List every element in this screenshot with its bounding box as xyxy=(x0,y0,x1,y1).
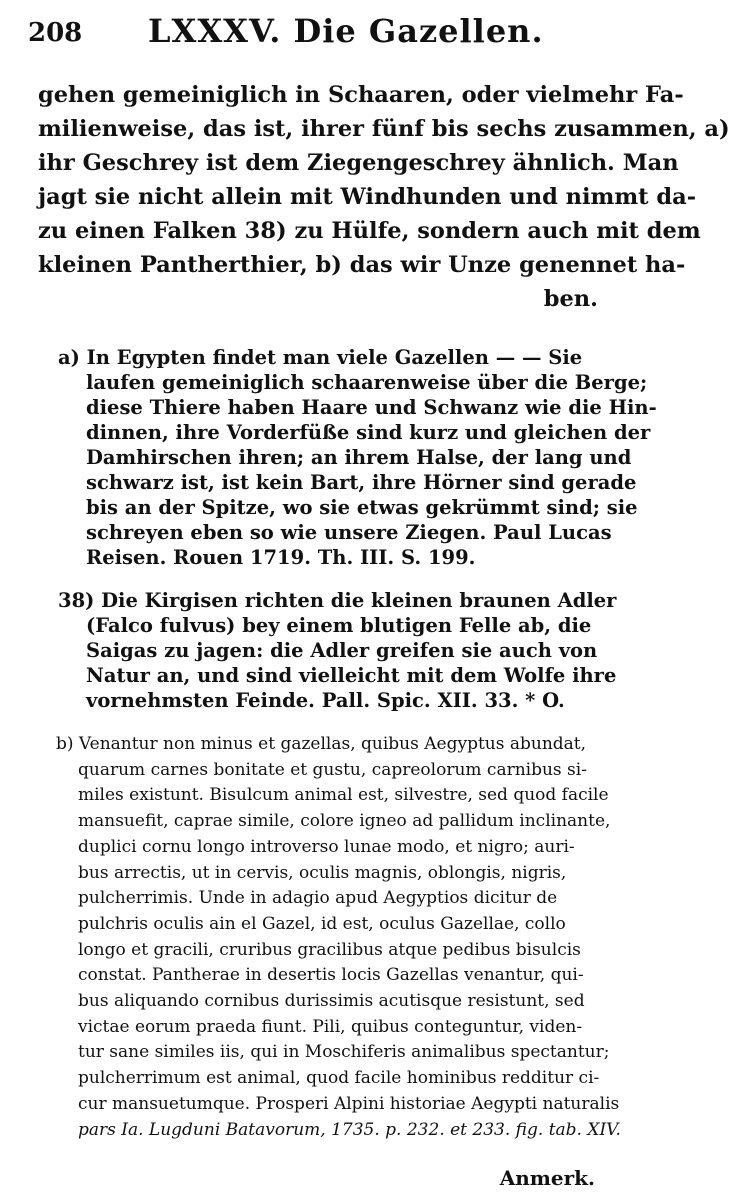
footnote-line: laufen gemeiniglich schaarenweise über die Berge; xyxy=(86,371,648,394)
footnote-line: diese Thiere haben Haare und Schwanz wie die Hin- xyxy=(86,396,657,419)
footnote-b-latin xyxy=(56,732,621,1143)
footnote-line: bis an der Spitze, wo sie etwas gekrümmt sind; sie xyxy=(86,496,638,519)
text-line: kleinen Pantherthier, b) das wir Unze genennet ha- xyxy=(38,252,686,278)
text-line: milienweise, das ist, ihrer fünf bis sechs zusammen, a) xyxy=(38,116,730,142)
latin-line: pulcherrimum est animal, quod facile hominibus redditur ci- xyxy=(78,1068,600,1089)
latin-line: tur sane similes iis, qui in Moschiferis animalibus spectantur; xyxy=(78,1042,610,1063)
latin-line: longo et gracili, cruribus gracilibus atque pedibus bisulcis xyxy=(78,939,581,960)
text-line: zu einen Falken 38) zu Hülfe, sondern auch mit dem xyxy=(38,218,701,244)
latin-line: duplici cornu longo introverso lunae modo, et nigro; auri- xyxy=(78,836,575,857)
catchword: Anmerk. xyxy=(499,1166,595,1190)
latin-line: miles existunt. Bisulcum animal est, silvestre, sed quod facile xyxy=(78,785,609,806)
chapter-title: LXXXV. Die Gazellen. xyxy=(148,12,544,50)
footnote-line: Reisen. Rouen 1719. Th. III. S. 199. xyxy=(86,546,476,569)
latin-line: mansuefit, caprae simile, colore igneo ad pallidum inclinante, xyxy=(78,811,611,832)
latin-line: bus aliquando cornibus durissimis acutisque resistunt, sed xyxy=(78,991,585,1012)
latin-line: constat. Pantherae in desertis locis Gazellas venantur, qui- xyxy=(78,965,584,986)
footnote-38 xyxy=(58,588,617,713)
text-line: gehen gemeiniglich in Schaaren, oder vielmehr Fa- xyxy=(38,82,684,108)
page-number: 208 xyxy=(28,18,83,48)
latin-line: pulchris oculis ain el Gazel, id est, oculus Gazellae, collo xyxy=(78,913,566,934)
latin-line: cur mansuetumque. Prosperi Alpini historiae Aegypti naturalis xyxy=(78,1093,620,1114)
text-line: ihr Geschrey ist dem Ziegengeschrey ähnlich. Man xyxy=(38,150,679,176)
latin-line: bus arrectis, ut in cervis, oculis magnis, oblongis, nigris, xyxy=(78,862,567,883)
footnote-line: Damhirschen ihren; an ihrem Halse, der lang und xyxy=(86,446,632,469)
latin-line: pulcherrimis. Unde in adagio apud Aegyptios dicitur de xyxy=(78,888,558,909)
latin-line: quarum carnes bonitate et gustu, capreolorum carnibus si- xyxy=(78,759,587,780)
main-text-block xyxy=(38,78,730,316)
text-line: ben. xyxy=(543,286,598,312)
latin-line: b) Venantur non minus et gazellas, quibus Aegyptus abundat, xyxy=(56,734,587,754)
footnote-line: Saigas zu jagen: die Adler greifen sie auch von xyxy=(86,639,598,662)
page-header xyxy=(28,12,598,56)
footnote-line: dinnen, ihre Vorderfüße sind kurz und gleichen der xyxy=(86,421,651,444)
footnote-line: schwarz ist, ist kein Bart, ihre Hörner sind gerade xyxy=(86,471,637,494)
footnote-line: Natur an, und sind vielleicht mit dem Wolfe ihre xyxy=(86,664,617,687)
footnote-line: a) In Egypten findet man viele Gazellen — — Sie xyxy=(58,346,583,369)
citation-line: pars Ia. Lugduni Batavorum, 1735. p. 232. et 233. fig. tab. XIV. xyxy=(78,1119,621,1140)
footnote-line: schreyen eben so wie unsere Ziegen. Paul Lucas xyxy=(86,521,612,544)
footnote-a xyxy=(58,345,657,570)
latin-line: victae eorum praeda fiunt. Pili, quibus conteguntur, viden- xyxy=(78,1016,583,1037)
footnote-line: 38) Die Kirgisen richten die kleinen braunen Adler xyxy=(58,589,617,612)
footnote-line: (Falco fulvus) bey einem blutigen Felle ab, die xyxy=(86,614,592,637)
footnote-line: vornehmsten Feinde. Pall. Spic. XII. 33. * O. xyxy=(86,689,565,712)
text-line: jagt sie nicht allein mit Windhunden und nimmt da- xyxy=(38,184,697,210)
